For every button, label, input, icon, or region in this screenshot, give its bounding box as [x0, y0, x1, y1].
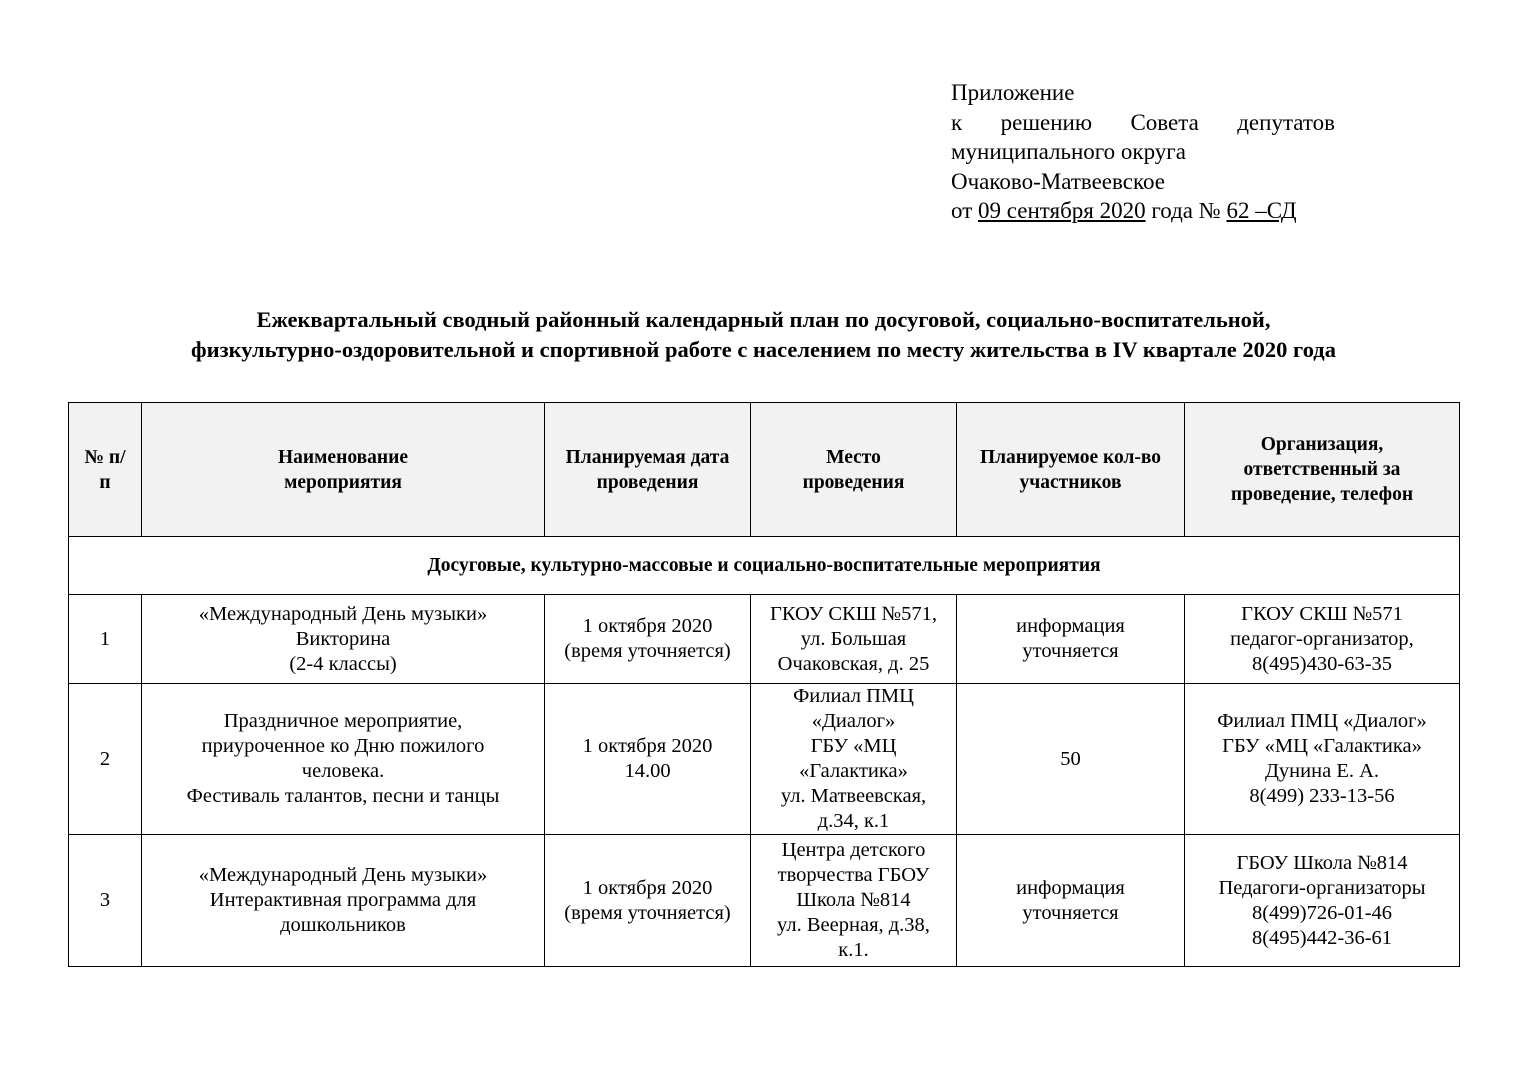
row-number: 3: [69, 835, 142, 967]
organization-cell: [1185, 684, 1460, 835]
appendix-word: решению: [1000, 109, 1093, 135]
cell-line: информация: [1016, 615, 1125, 637]
cell-line: «Международный День музыки»: [198, 864, 488, 886]
cell-line: ГКОУ СКШ №571: [1241, 602, 1403, 625]
appendix-block: [951, 78, 1335, 226]
section-row: [69, 537, 1460, 595]
plan-table: [68, 402, 1460, 967]
cell-line: (время уточняется): [564, 640, 731, 662]
cell-line: ул. Матвеевская,: [780, 785, 927, 807]
cell-line: Дунина Е. А.: [1264, 760, 1380, 782]
appendix-line-3: муниципального округа: [951, 139, 1186, 164]
cell-line: «Галактика»: [799, 760, 908, 782]
cell-line: 8(495)442-36-61: [1251, 926, 1393, 949]
header-text: участников: [1019, 471, 1122, 493]
participants-cell: [957, 595, 1185, 684]
header-text: Организация,: [1260, 434, 1384, 455]
cell-line: Викторина: [295, 627, 391, 650]
cell-line: «Международный День музыки»: [198, 602, 488, 625]
cell-line: человека.: [301, 760, 385, 782]
header-text: п: [99, 471, 111, 493]
header-date: [545, 403, 751, 537]
cell-line: Филиал ПМЦ: [793, 685, 914, 707]
table-row: [69, 684, 1460, 835]
header-event-name: [142, 403, 545, 537]
table-row: [69, 835, 1460, 967]
cell-line: приуроченное ко Дню пожилого: [201, 735, 485, 757]
appendix-word: депутатов: [1237, 109, 1335, 135]
cell-line: педагог-организатор,: [1230, 627, 1414, 650]
header-organization: [1185, 403, 1460, 537]
cell-line: д.34, к.1: [817, 810, 890, 832]
row-number: 2: [69, 684, 142, 835]
header-text: ответственный за: [1243, 459, 1401, 480]
organization-cell: [1185, 835, 1460, 967]
appendix-line-2: [951, 108, 1335, 138]
cell-line: 14.00: [624, 760, 671, 782]
header-text: проведения: [802, 471, 905, 493]
cell-line: Центра детского: [781, 839, 926, 861]
cell-line: 8(499)726-01-46: [1251, 901, 1393, 924]
table-header-row: [69, 403, 1460, 537]
header-text: проведения: [596, 471, 699, 493]
participants-cell: [957, 835, 1185, 967]
cell-line: ул. Большая: [800, 627, 907, 650]
header-number: [69, 403, 142, 537]
cell-line: Школа №814: [796, 889, 911, 911]
title-line-2: физкультурно-оздоровительной и спортивной работе с населением по месту жительства в IV квартале 2020 года: [191, 337, 1336, 362]
cell-line: дошкольников: [280, 914, 406, 936]
header-text: № п/: [84, 446, 126, 468]
header-text: Место: [826, 446, 881, 468]
event-name-cell: [142, 595, 545, 684]
cell-line: Интерактивная программа для: [209, 889, 477, 911]
event-name-cell: [142, 835, 545, 967]
appendix-word: Совета: [1130, 109, 1199, 135]
date-middle: года №: [1151, 198, 1221, 223]
header-text: мероприятия: [284, 471, 402, 493]
decision-number: 62 –СД: [1226, 198, 1297, 223]
date-cell: [545, 684, 751, 835]
header-place: [751, 403, 957, 537]
cell-line: 50: [1060, 747, 1081, 770]
cell-line: к.1.: [838, 939, 869, 961]
appendix-line-1: Приложение: [951, 80, 1075, 105]
cell-line: Очаковская, д. 25: [777, 652, 930, 675]
cell-line: 8(499) 233-13-56: [1249, 785, 1395, 807]
appendix-date-line: [951, 196, 1335, 226]
appendix-line-4: Очаково-Матвеевское: [951, 168, 1165, 194]
decision-date: 09 сентября 2020: [978, 198, 1146, 223]
cell-line: ГБУ «МЦ «Галактика»: [1222, 735, 1422, 757]
place-cell: [751, 595, 957, 684]
cell-line: уточняется: [1022, 640, 1119, 662]
title-line-1: Ежеквартальный сводный районный календарный план по досуговой, социально-воспитательной,: [256, 307, 1271, 332]
cell-line: ГБУ «МЦ: [810, 735, 897, 757]
cell-line: «Диалог»: [811, 710, 896, 732]
cell-line: (время уточняется): [564, 901, 731, 924]
cell-line: (2-4 классы): [289, 652, 397, 675]
table-row: [69, 595, 1460, 684]
cell-line: ГБОУ Школа №814: [1236, 851, 1408, 874]
appendix-word: к: [951, 109, 963, 135]
cell-line: Фестиваль талантов, песни и танцы: [186, 785, 500, 807]
cell-line: Праздничное мероприятие,: [223, 710, 463, 732]
row-number: 1: [69, 595, 142, 684]
date-cell: [545, 835, 751, 967]
event-name-cell: [142, 684, 545, 835]
place-cell: [751, 835, 957, 967]
cell-line: 1 октября 2020: [582, 876, 713, 899]
place-cell: [751, 684, 957, 835]
cell-line: ГКОУ СКШ №571,: [770, 602, 937, 625]
section-title: Досуговые, культурно-массовые и социально-воспитательные мероприятия: [69, 537, 1460, 595]
header-text: Планируемое кол-во: [979, 446, 1162, 468]
date-prefix: от: [951, 198, 973, 223]
cell-line: уточняется: [1022, 901, 1119, 924]
participants-cell: [957, 684, 1185, 835]
cell-line: информация: [1016, 876, 1125, 899]
cell-line: Филиал ПМЦ «Диалог»: [1217, 710, 1427, 732]
cell-line: 1 октября 2020: [582, 735, 713, 757]
cell-line: 8(495)430-63-35: [1251, 652, 1393, 675]
cell-line: ул. Веерная, д.38,: [777, 914, 930, 936]
header-participants: [957, 403, 1185, 537]
organization-cell: [1185, 595, 1460, 684]
cell-line: Педагоги-организаторы: [1218, 876, 1426, 899]
cell-line: творчества ГБОУ: [777, 864, 930, 886]
header-text: Планируемая дата: [565, 446, 730, 468]
header-text: Наименование: [278, 446, 408, 468]
cell-line: 1 октября 2020: [582, 615, 713, 637]
date-cell: [545, 595, 751, 684]
header-text: проведение, телефон: [1230, 484, 1414, 505]
document-title: [0, 305, 1527, 365]
